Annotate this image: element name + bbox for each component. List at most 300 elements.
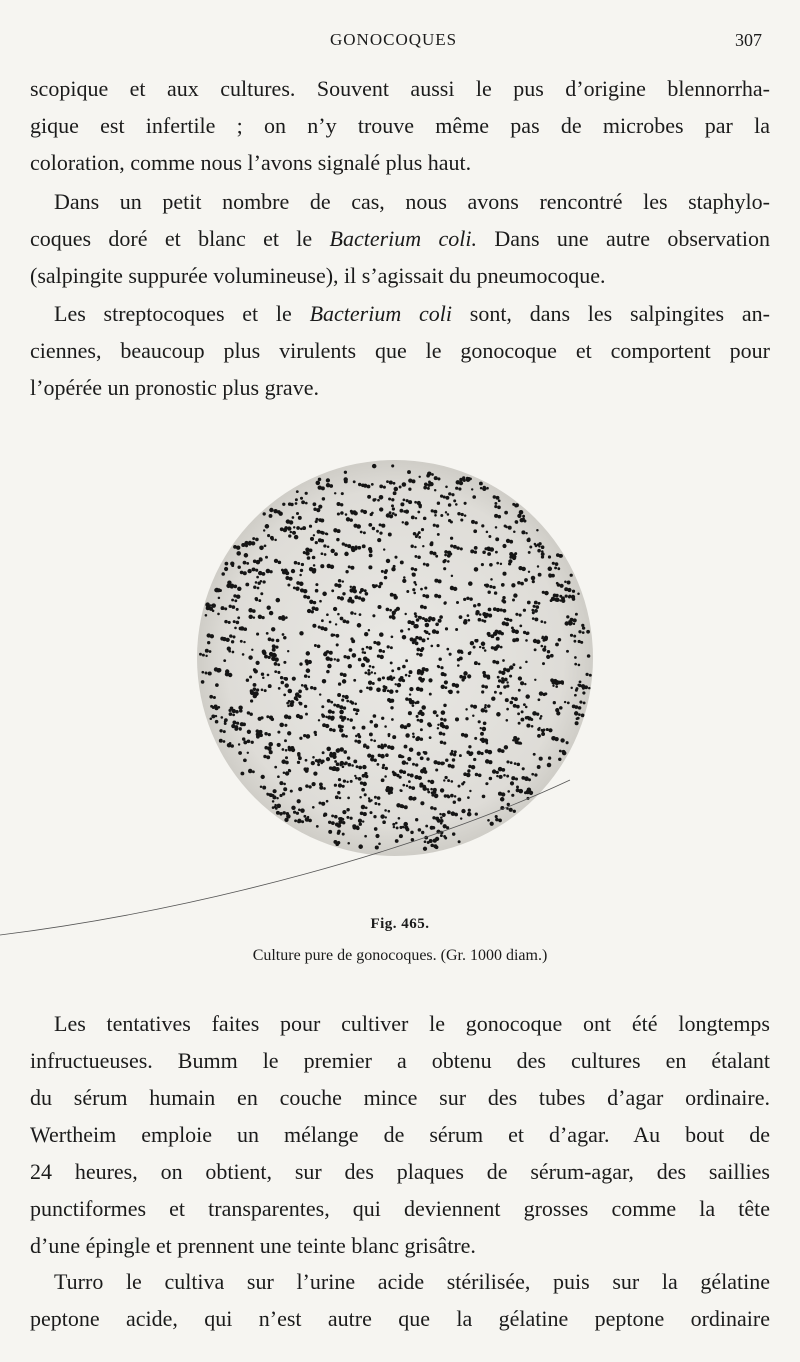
coccus-dot: [336, 762, 340, 766]
coccus-dot: [248, 542, 252, 546]
coccus-dot: [244, 553, 249, 558]
coccus-dot: [346, 816, 349, 819]
coccus-dot: [264, 732, 267, 735]
coccus-dot: [309, 525, 312, 528]
coccus-dot: [559, 599, 561, 601]
coccus-dot: [343, 477, 347, 481]
coccus-dot: [433, 844, 437, 848]
coccus-dot: [556, 582, 559, 585]
coccus-dot: [457, 664, 460, 667]
coccus-dot: [433, 710, 437, 714]
coccus-dot: [589, 674, 592, 677]
coccus-dot: [232, 605, 236, 609]
coccus-dot: [226, 638, 230, 642]
coccus-dot: [348, 565, 351, 568]
coccus-dot: [420, 588, 423, 591]
coccus-dot: [393, 594, 396, 597]
coccus-dot: [247, 730, 251, 734]
coccus-dot: [526, 632, 529, 635]
coccus-dot: [364, 835, 367, 838]
coccus-dot: [552, 562, 555, 565]
coccus-dot: [384, 725, 387, 728]
coccus-dot: [268, 742, 273, 747]
coccus-dot: [511, 794, 514, 797]
coccus-dot: [392, 507, 395, 510]
coccus-dot: [512, 739, 514, 741]
coccus-dot: [445, 627, 448, 630]
coccus-dot: [370, 739, 373, 742]
coccus-dot: [366, 686, 369, 689]
coccus-dot: [525, 694, 529, 698]
coccus-dot: [252, 770, 255, 773]
coccus-dot: [346, 517, 350, 521]
coccus-dot: [544, 692, 547, 695]
coccus-dot: [292, 516, 295, 519]
coccus-dot: [353, 708, 356, 711]
coccus-dot: [382, 820, 386, 824]
coccus-dot: [236, 546, 240, 550]
coccus-dot: [347, 718, 350, 721]
coccus-dot: [546, 655, 550, 659]
coccus-dot: [393, 565, 396, 568]
coccus-dot: [252, 537, 255, 540]
coccus-dot: [566, 741, 569, 744]
coccus-dot: [537, 765, 541, 769]
coccus-dot: [501, 583, 505, 587]
coccus-dot: [421, 705, 426, 710]
coccus-dot: [252, 692, 255, 695]
coccus-dot: [240, 772, 244, 776]
coccus-dot: [490, 578, 493, 581]
coccus-dot: [419, 784, 422, 787]
coccus-dot: [324, 627, 328, 631]
coccus-dot: [312, 556, 316, 560]
coccus-dot: [409, 693, 411, 695]
coccus-dot: [402, 665, 406, 669]
coccus-dot: [445, 486, 448, 489]
coccus-dot: [455, 717, 459, 721]
coccus-dot: [495, 537, 499, 541]
coccus-dot: [380, 745, 384, 749]
coccus-dot: [237, 616, 240, 619]
coccus-dot: [428, 780, 431, 783]
coccus-dot: [369, 665, 372, 668]
coccus-dot: [359, 613, 362, 616]
coccus-dot: [284, 724, 287, 727]
coccus-dot: [540, 715, 543, 718]
coccus-dot: [407, 723, 411, 727]
coccus-dot: [355, 735, 358, 738]
coccus-dot: [323, 812, 327, 816]
coccus-dot: [540, 620, 543, 623]
coccus-dot: [322, 679, 326, 683]
coccus-dot: [533, 753, 536, 756]
coccus-dot: [484, 706, 487, 709]
coccus-dot: [274, 804, 276, 806]
coccus-dot: [447, 560, 450, 563]
coccus-dot: [240, 626, 244, 630]
coccus-dot: [364, 589, 367, 592]
coccus-dot: [339, 728, 343, 732]
coccus-dot: [329, 766, 332, 769]
coccus-dot: [262, 677, 265, 680]
coccus-dot: [341, 734, 345, 738]
coccus-dot: [472, 495, 476, 499]
coccus-dot: [294, 561, 298, 565]
coccus-dot: [459, 656, 463, 660]
coccus-dot: [408, 628, 411, 631]
coccus-dot: [423, 486, 427, 490]
coccus-dot: [438, 657, 441, 660]
coccus-dot: [391, 464, 394, 467]
coccus-dot: [301, 684, 304, 687]
coccus-dot: [435, 622, 439, 626]
coccus-dot: [229, 634, 232, 637]
coccus-dot: [390, 661, 393, 664]
coccus-dot: [430, 645, 433, 648]
coccus-dot: [227, 647, 231, 651]
coccus-dot: [511, 626, 514, 629]
coccus-dot: [260, 592, 263, 595]
coccus-dot: [443, 704, 446, 707]
coccus-dot: [328, 709, 332, 713]
coccus-dot: [489, 777, 492, 780]
paragraph-4: [30, 1005, 770, 1264]
coccus-dot: [498, 515, 502, 519]
coccus-dot: [562, 750, 566, 754]
coccus-dot: [408, 711, 412, 715]
paragraph-1: [30, 70, 770, 181]
coccus-dot: [487, 704, 491, 708]
coccus-dot: [290, 703, 293, 706]
coccus-dot: [427, 788, 430, 791]
coccus-dot: [569, 623, 572, 626]
coccus-dot: [418, 504, 422, 508]
coccus-dot: [459, 615, 463, 619]
coccus-dot: [509, 619, 512, 622]
coccus-dot: [395, 822, 398, 825]
coccus-dot: [519, 789, 524, 794]
coccus-dot: [414, 546, 417, 549]
coccus-dot: [358, 766, 362, 770]
coccus-dot: [386, 559, 390, 563]
coccus-dot: [265, 524, 270, 529]
coccus-dot: [331, 711, 334, 714]
coccus-dot: [342, 679, 346, 683]
coccus-dot: [488, 608, 492, 612]
coccus-dot: [478, 663, 481, 666]
coccus-dot: [333, 607, 337, 611]
coccus-dot: [422, 678, 425, 681]
coccus-dot: [214, 705, 218, 709]
coccus-dot: [473, 529, 477, 533]
coccus-dot: [496, 608, 500, 612]
coccus-dot: [230, 584, 234, 588]
coccus-dot: [322, 714, 326, 718]
coccus-dot: [492, 586, 495, 589]
coccus-dot: [524, 776, 529, 781]
coccus-dot: [353, 679, 356, 682]
coccus-dot: [245, 544, 248, 547]
coccus-dot: [346, 656, 350, 660]
coccus-dot: [479, 482, 483, 486]
coccus-dot: [445, 725, 449, 729]
coccus-dot: [287, 650, 289, 652]
coccus-dot: [367, 753, 371, 757]
coccus-dot: [380, 754, 385, 759]
coccus-dot: [578, 630, 581, 633]
coccus-dot: [395, 839, 399, 843]
coccus-dot: [559, 554, 563, 558]
coccus-dot: [448, 690, 450, 692]
coccus-dot: [372, 682, 375, 685]
coccus-dot: [283, 787, 287, 791]
coccus-dot: [253, 586, 256, 589]
coccus-dot: [429, 693, 432, 696]
coccus-dot: [305, 502, 308, 505]
coccus-dot: [488, 750, 493, 755]
coccus-dot: [339, 747, 344, 752]
coccus-dot: [211, 603, 216, 608]
coccus-dot: [293, 586, 296, 589]
coccus-dot: [279, 781, 283, 785]
coccus-dot: [244, 627, 248, 631]
running-title: GONOCOQUES: [330, 30, 458, 49]
coccus-dot: [232, 635, 235, 638]
coccus-dot: [333, 634, 336, 637]
coccus-dot: [359, 591, 362, 594]
figure-caption: Culture pure de gonocoques. (Gr. 1000 diam.): [252, 947, 548, 964]
coccus-dot: [555, 562, 559, 566]
coccus-dot: [559, 706, 563, 710]
coccus-dot: [458, 840, 461, 843]
coccus-dot: [283, 771, 286, 774]
coccus-dot: [396, 774, 399, 777]
coccus-dot: [446, 794, 449, 797]
coccus-dot: [260, 580, 263, 583]
coccus-dot: [365, 806, 368, 809]
coccus-dot: [284, 683, 288, 687]
coccus-dot: [437, 502, 440, 505]
coccus-dot: [315, 607, 319, 611]
coccus-dot: [353, 759, 357, 763]
coccus-dot: [363, 745, 366, 748]
coccus-dot: [335, 796, 338, 799]
coccus-dot: [340, 511, 344, 515]
coccus-dot: [470, 704, 473, 707]
coccus-dot: [418, 476, 420, 478]
coccus-dot: [280, 676, 283, 679]
coccus-dot: [401, 805, 405, 809]
coccus-dot: [274, 657, 279, 662]
coccus-dot: [322, 497, 325, 500]
coccus-dot: [575, 689, 578, 692]
coccus-dot: [555, 737, 559, 741]
coccus-dot: [517, 581, 521, 585]
coccus-dot: [214, 588, 218, 592]
coccus-dot: [389, 514, 393, 518]
coccus-dot: [547, 650, 550, 653]
coccus-dot: [429, 551, 433, 555]
coccus-dot: [382, 676, 385, 679]
coccus-dot: [579, 680, 582, 683]
coccus-dot: [448, 503, 452, 507]
coccus-dot: [372, 464, 376, 468]
coccus-dot: [565, 594, 568, 597]
coccus-dot: [299, 574, 302, 577]
coccus-dot: [323, 787, 326, 790]
coccus-dot: [510, 761, 513, 764]
coccus-dot: [493, 631, 497, 635]
coccus-dot: [504, 678, 508, 682]
text-line: (salpingite suppurée volumineuse), il s’agissait du pneumocoque.: [30, 263, 606, 288]
coccus-dot: [519, 666, 522, 669]
coccus-dot: [362, 782, 366, 786]
coccus-dot: [397, 667, 400, 670]
coccus-dot: [358, 844, 363, 849]
coccus-dot: [485, 583, 489, 587]
coccus-dot: [223, 740, 226, 743]
coccus-dot: [536, 713, 539, 716]
field-disc: [197, 460, 593, 856]
coccus-dot: [209, 650, 212, 653]
coccus-dot: [341, 725, 344, 728]
coccus-dot: [305, 759, 308, 762]
coccus-dot: [285, 771, 289, 775]
coccus-dot: [331, 821, 335, 825]
coccus-dot: [526, 797, 529, 800]
text-line: Les tentatives faites pour cultiver le gonocoque ont été longtemps: [54, 1011, 770, 1036]
coccus-dot: [412, 733, 415, 736]
coccus-dot: [277, 775, 280, 778]
coccus-dot: [337, 791, 340, 794]
coccus-dot: [428, 633, 430, 635]
coccus-dot: [315, 520, 318, 523]
coccus-dot: [388, 497, 391, 500]
coccus-dot: [269, 611, 273, 615]
coccus-dot: [481, 684, 485, 688]
coccus-dot: [373, 815, 376, 818]
coccus-dot: [312, 806, 315, 809]
coccus-dot: [209, 607, 213, 611]
coccus-dot: [570, 687, 572, 689]
coccus-dot: [392, 614, 395, 617]
coccus-dot: [389, 787, 393, 791]
coccus-dot: [263, 512, 266, 515]
coccus-dot: [478, 773, 482, 777]
coccus-dot: [252, 567, 256, 571]
coccus-dot: [570, 574, 573, 577]
coccus-dot: [440, 788, 444, 792]
coccus-dot: [457, 798, 461, 802]
coccus-dot: [336, 538, 339, 541]
coccus-dot: [442, 733, 445, 736]
coccus-dot: [578, 713, 581, 716]
coccus-dot: [322, 751, 325, 754]
coccus-dot: [392, 771, 395, 774]
coccus-dot: [468, 745, 471, 748]
coccus-dot: [373, 714, 377, 718]
coccus-dot: [418, 616, 422, 620]
coccus-dot: [443, 673, 446, 676]
coccus-dot: [346, 781, 348, 783]
coccus-dot: [434, 489, 436, 491]
coccus-dot: [425, 594, 429, 598]
coccus-dot: [519, 625, 522, 628]
coccus-dot: [266, 755, 270, 759]
coccus-dot: [207, 641, 210, 644]
coccus-dot: [377, 677, 381, 681]
coccus-dot: [221, 606, 225, 610]
coccus-dot: [248, 769, 252, 773]
coccus-dot: [511, 697, 514, 700]
coccus-dot: [205, 614, 208, 617]
coccus-dot: [369, 811, 372, 814]
coccus-dot: [435, 555, 438, 558]
coccus-dot: [424, 482, 428, 486]
coccus-dot: [471, 488, 473, 490]
coccus-dot: [338, 817, 341, 820]
coccus-dot: [243, 740, 247, 744]
coccus-dot: [354, 739, 357, 742]
coccus-dot: [360, 531, 363, 534]
coccus-dot: [347, 797, 350, 800]
coccus-dot: [317, 645, 321, 649]
coccus-dot: [460, 817, 462, 819]
coccus-dot: [467, 619, 470, 622]
coccus-dot: [403, 725, 407, 729]
coccus-dot: [338, 724, 341, 727]
coccus-dot: [349, 718, 352, 721]
coccus-dot: [373, 758, 377, 762]
coccus-dot: [566, 650, 569, 653]
coccus-dot: [494, 691, 497, 694]
text-line: 24 heures, on obtient, sur des plaques de sérum-agar, des saillies: [30, 1159, 770, 1184]
coccus-dot: [558, 638, 562, 642]
coccus-dot: [409, 670, 413, 674]
coccus-dot: [542, 662, 545, 665]
coccus-dot: [417, 752, 421, 756]
coccus-dot: [532, 580, 535, 583]
coccus-dot: [413, 532, 417, 536]
coccus-dot: [220, 716, 223, 719]
coccus-dot: [240, 640, 243, 643]
coccus-dot: [393, 491, 397, 495]
coccus-dot: [350, 611, 354, 615]
coccus-dot: [565, 621, 569, 625]
coccus-dot: [358, 819, 362, 823]
coccus-dot: [346, 808, 349, 811]
coccus-dot: [425, 825, 428, 828]
coccus-dot: [258, 599, 261, 602]
coccus-dot: [425, 623, 430, 628]
coccus-dot: [497, 506, 501, 510]
coccus-dot: [323, 544, 326, 547]
coccus-dot: [498, 499, 501, 502]
coccus-dot: [278, 561, 282, 565]
coccus-dot: [299, 582, 304, 587]
coccus-dot: [305, 492, 308, 495]
coccus-dot: [407, 773, 410, 776]
coccus-dot: [524, 791, 527, 794]
coccus-dot: [375, 845, 379, 849]
coccus-dot: [583, 701, 586, 704]
coccus-dot: [209, 695, 213, 699]
coccus-dot: [477, 751, 481, 755]
text-run: sont, dans les salpingites an-: [451, 301, 770, 326]
coccus-dot: [509, 675, 512, 678]
microscope-field-illustration: [195, 458, 595, 858]
